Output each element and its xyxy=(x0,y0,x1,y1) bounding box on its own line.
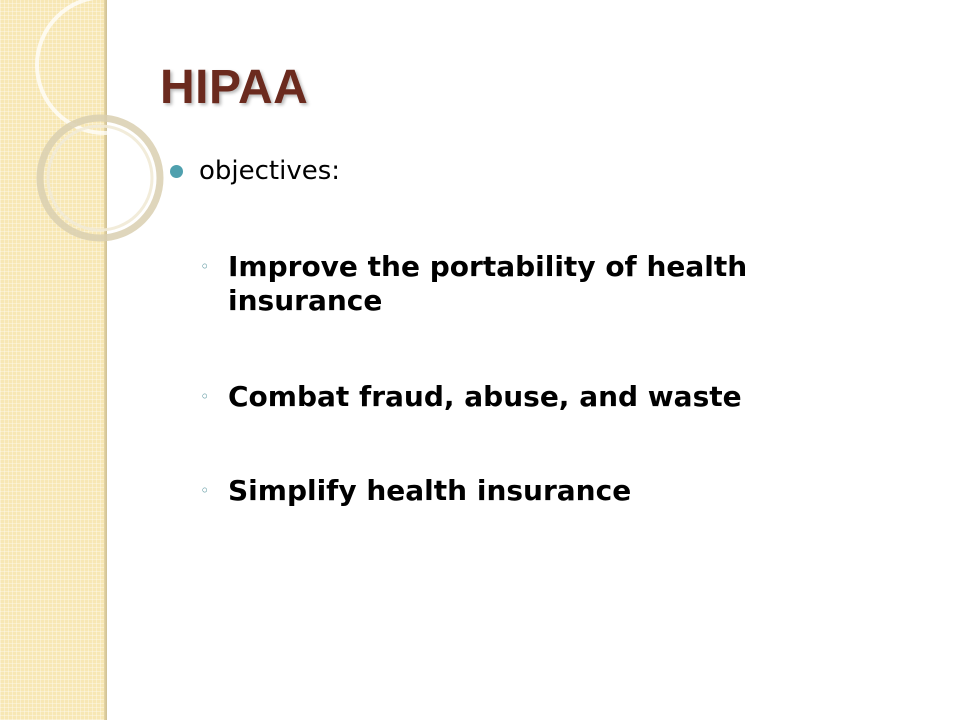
objectives-bullet xyxy=(170,156,340,186)
decor-ring-lower-inner xyxy=(48,126,152,230)
ring-bullet-icon: ◦ xyxy=(200,387,210,406)
ring-bullet-icon: ◦ xyxy=(200,257,210,276)
objectives-label: objectives: xyxy=(199,156,341,186)
sub-bullet-simplify xyxy=(200,474,860,508)
decor-ring-upper xyxy=(37,0,173,133)
decor-ring-lower-outer xyxy=(40,118,160,238)
decorative-rings xyxy=(0,0,200,260)
dot-bullet-icon xyxy=(170,165,183,178)
sub-bullet-text: Improve the portability of health insurance xyxy=(228,250,748,317)
slide-title: HIPAA xyxy=(160,61,309,114)
sub-bullet-portability xyxy=(200,250,860,318)
ring-bullet-icon: ◦ xyxy=(200,481,210,500)
sub-bullet-text: Simplify health insurance xyxy=(228,474,632,507)
sub-bullet-text: Combat fraud, abuse, and waste xyxy=(228,380,742,413)
sub-bullet-fraud xyxy=(200,380,860,414)
